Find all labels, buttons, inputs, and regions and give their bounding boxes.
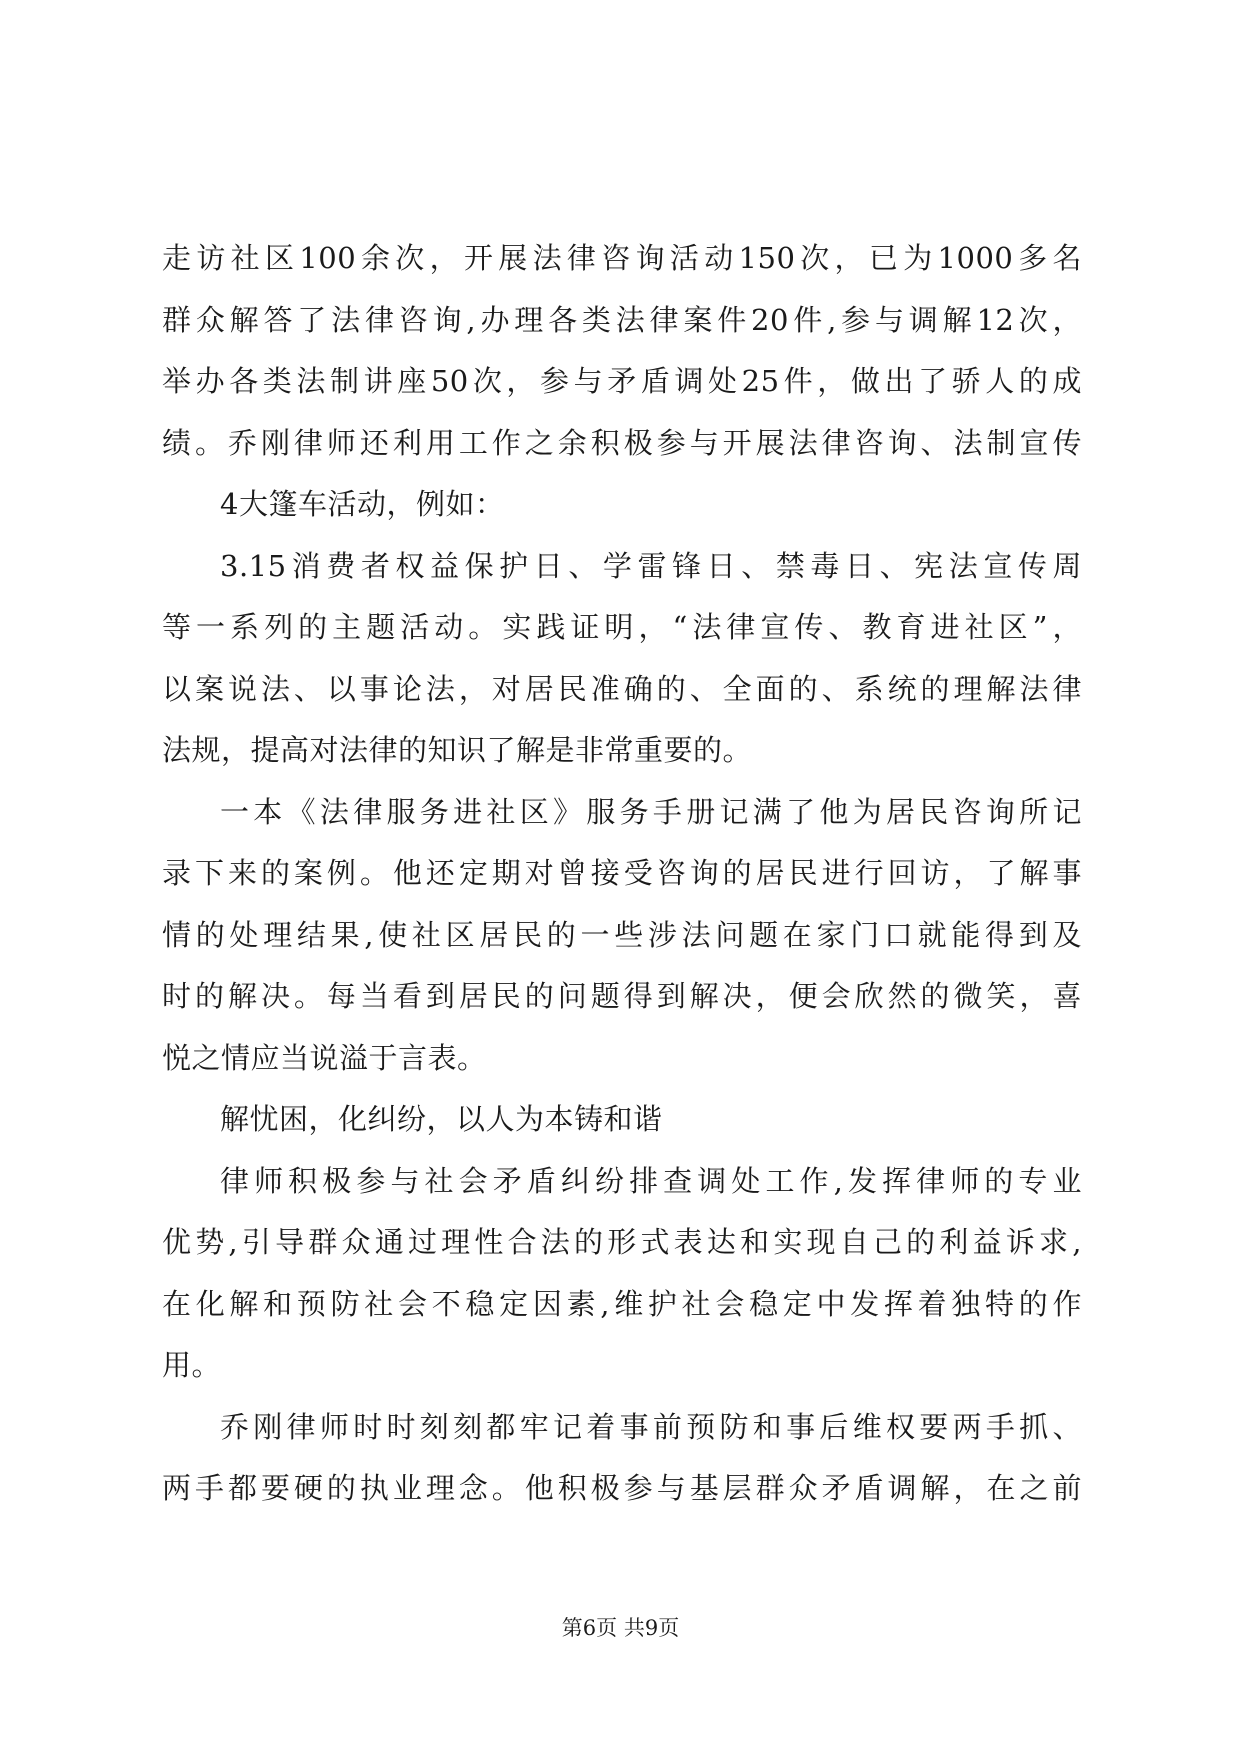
text-line: 悦之情应当说溢于言表。 <box>162 1040 487 1075</box>
text-line: 4大篷车活动，例如： <box>220 487 505 521</box>
text-line: 3.15消费者权益保护日、学雷锋日、禁毒日、宪法宣传周 <box>220 548 1082 583</box>
page-footer: 第6页 共9页 <box>561 1616 680 1640</box>
text-line: 时的解决。每当看到居民的问题得到解决，便会欣然的微笑，喜 <box>162 979 1082 1013</box>
text-line: 举办各类法制讲座50次，参与矛盾调处25件，做出了骄人的成 <box>162 364 1082 398</box>
text-line: 律师积极参与社会矛盾纠纷排查调处工作,发挥律师的专业 <box>220 1163 1082 1198</box>
text-line: 录下来的案例。他还定期对曾接受咨询的居民进行回访，了解事 <box>162 856 1082 890</box>
text-line: 用。 <box>162 1348 222 1382</box>
text-line: 一本《法律服务进社区》服务手册记满了他为居民咨询所记 <box>220 794 1082 829</box>
document-body <box>162 228 1082 1520</box>
text-line: 绩。乔刚律师还利用工作之余积极参与开展法律咨询、法制宣传 <box>162 425 1082 460</box>
text-line: 在化解和预防社会不稳定因素,维护社会稳定中发挥着独特的作 <box>162 1286 1082 1321</box>
text-line: 两手都要硬的执业理念。他积极参与基层群众矛盾调解，在之前 <box>162 1471 1082 1505</box>
text-line: 群众解答了法律咨询,办理各类法律案件20件,参与调解12次， <box>162 302 1082 337</box>
text-line: 等一系列的主题活动。实践证明，“法律宣传、教育进社区”， <box>162 610 1082 644</box>
text-line: 优势,引导群众通过理性合法的形式表达和实现自己的利益诉求, <box>162 1225 1082 1259</box>
text-line: 情的处理结果,使社区居民的一些涉法问题在家门口就能得到及 <box>162 917 1082 952</box>
section-heading: 解忧困，化纠纷，以人为本铸和谐 <box>220 1102 663 1136</box>
text-line: 以案说法、以事论法，对居民准确的、全面的、系统的理解法律 <box>162 671 1082 706</box>
text-line: 法规，提高对法律的知识了解是非常重要的。 <box>162 733 753 767</box>
text-line: 走访社区100余次，开展法律咨询活动150次，已为1000多名 <box>162 241 1082 275</box>
text-line: 乔刚律师时时刻刻都牢记着事前预防和事后维权要两手抓、 <box>220 1409 1082 1444</box>
